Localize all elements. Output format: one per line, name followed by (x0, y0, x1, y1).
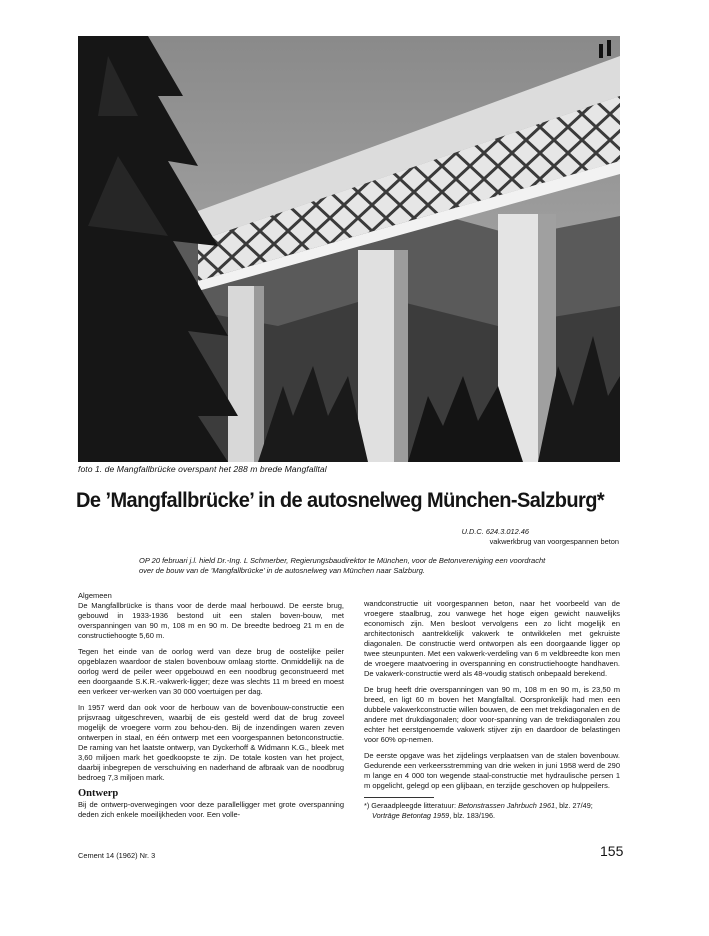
intro-paragraph (139, 556, 609, 576)
paragraph-5: wandconstructie uit voorgespannen beton, naar het voorbeeld van de vroegere staalbrug, zou vanwege het hoge eigen gewicht nauwelijks economisch zijn. Men besloot vervolgens een zo licht mogelijk en architectonisch aantrekkelijk vakwerk te ontwikkelen met gekruiste diagonalen. De constructie werd ontworpen als een doorgaande ligger op twee steunpunten. Met een vakwerk-verdeling van 6 m veldbreedte kon men de vroegere maatvoering in overspanning en constructiehoogte handhaven. De vakwerk-constructie werd als 48-voudig statisch onbepaald berekend. (364, 599, 620, 678)
section-heading-ontwerp: Ontwerp (78, 788, 119, 799)
bridge-photo (78, 36, 620, 462)
journal-reference: Cement 14 (1962) Nr. 3 (78, 851, 156, 860)
right-column (364, 599, 620, 821)
intro-line-2: over de bouw van de ’Mangfallbrücke’ in de autosnelweg van München naar Salzburg. (139, 566, 426, 575)
footnote-middle: , blz. 27/49; (555, 801, 593, 810)
figure-caption: foto 1. de Mangfallbrücke overspant het 288 m brede Mangfalltal (78, 464, 327, 474)
subject-line: vakwerkbrug van voorgespannen beton (489, 537, 619, 546)
paragraph-7: De eerste opgave was het zijdelings verplaatsen van de stalen bovenbouw. Gedurende een verkeersstremming van drie weken in juni 1958 werd de 290 m lange en 4 000 ton wegende staal-constructie met hydraulische persen 1 m opgelicht, gelegd op een glijbaan, en terzijde geschoven op hulppeilers. (364, 751, 620, 790)
footnote-end: , blz. 183/196. (449, 811, 496, 820)
footnote (364, 801, 620, 821)
article-title: De ’Mangfallbrücke’ in de autosnelweg München-Salzburg* (76, 488, 605, 512)
bridge-photo-drawing (78, 36, 620, 462)
page-number: 155 (600, 843, 624, 859)
footnote-reference-2: Vorträge Betontag 1959 (372, 811, 450, 820)
paragraph-1: De Mangfallbrücke is thans voor de derde maal herbouwd. De eerste brug, gebouwd in 1933-1936 bestond uit een stalen boven-bouw, met overspanningen van 90 m, 108 m en 90 m. De breedte bedroeg 21 m en de constructiehoogte 5,60 m. (78, 601, 344, 640)
footnote-divider (364, 797, 434, 798)
paragraph-2: Tegen het einde van de oorlog werd van deze brug de oostelijke peiler opgeblazen waardoor de stalen bovenbouw omlaag stortte. Onmiddellijk na de oorlog werd de peiler weer opgebouwd en een noodbrug geconstrueerd met een doorgaande S.K.R.-vakwerk-ligger; deze was slechts 11 m breed en moest een verkeer ver-werken van 30 000 voertuigen per dag. (78, 647, 344, 696)
udc-code: U.D.C. 624.3.012.46 (461, 527, 529, 536)
section-heading-algemeen: Algemeen (78, 591, 112, 600)
footnote-prefix: *) Geraadpleegde litteratuur: (364, 801, 459, 810)
paragraph-4: Bij de ontwerp-overwegingen voor deze parallelligger met grote overspanning deden zich enkele moeilijkheden voor. Een volle- (78, 800, 344, 819)
paragraph-6: De brug heeft drie overspanningen van 90 m, 108 m en 90 m, is 23,50 m breed, en ligt 60 m boven het Mangfalltal. Oorspronkelijk had men een dubbele vakwerkconstructie willen bouwen, de een met trekdiagonalen en de andere met drukdiagonalen; door voor-spanning van de trekdiagonalen zou echter het eerstgenoemde vakwerk stijver zijn en daardoor de belastingen voor 60% op-nemen. (364, 685, 620, 744)
left-column (78, 591, 344, 826)
intro-line-1: OP 20 februari j.l. hield Dr.-Ing. L Schmerber, Regierungsbaudirektor te München, voor de Betonvereniging een voordracht (139, 556, 546, 565)
paragraph-3: In 1957 werd dan ook voor de herbouw van de bovenbouw-constructie een prijsvraag uitgeschreven, waarbij de eis gesteld werd dat de brug zoveel mogelijk de vroegere vorm zou behou-den. Bij de inzendingen waren zeven ontwerpen in staal, en één ontwerp met een voorgespannen betonconstructie. De raming van het laatste ontwerp, van Dyckerhoff & Widmann K.G., bleek met 3,60 miljoen mark het goedkoopste te zijn. De totale kosten van het project, daarbij inbegrepen de verschuiving en naderhand de afbraak van de noodbrug bedroeg 7,3 miljoen mark. (78, 703, 344, 782)
footnote-reference-1: Betonstrassen Jahrbuch 1961 (458, 801, 556, 810)
